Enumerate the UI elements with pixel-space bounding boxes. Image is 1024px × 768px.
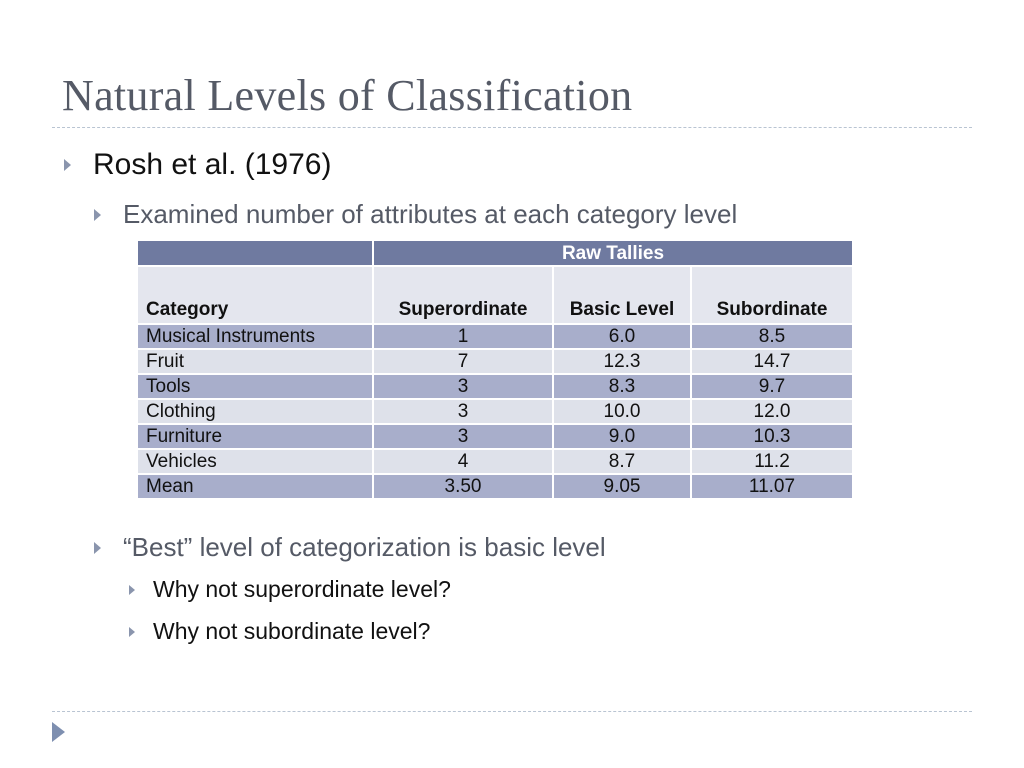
raw-tallies-table bbox=[136, 239, 854, 500]
table-row bbox=[137, 449, 853, 474]
table-cell: 14.7 bbox=[691, 349, 853, 374]
header-basic-level: Basic Level bbox=[553, 266, 691, 324]
bullet-level3-subordinate bbox=[129, 618, 430, 645]
table-cell: 4 bbox=[373, 449, 553, 474]
table-row bbox=[137, 374, 853, 399]
bullet-text: Why not subordinate level? bbox=[153, 618, 431, 644]
table-cell: 11.07 bbox=[691, 474, 853, 499]
next-slide-icon[interactable] bbox=[52, 722, 65, 742]
table-row bbox=[137, 424, 853, 449]
bullet-level1 bbox=[64, 148, 331, 182]
triangle-right-icon bbox=[129, 627, 135, 637]
table-cell: 8.5 bbox=[691, 324, 853, 349]
table-cell: 12.0 bbox=[691, 399, 853, 424]
footer-divider bbox=[52, 711, 972, 712]
header-category: Category bbox=[137, 266, 373, 324]
bullet-text: Rosh et al. (1976) bbox=[93, 148, 332, 181]
table-cell: 11.2 bbox=[691, 449, 853, 474]
bullet-text: Why not superordinate level? bbox=[153, 576, 451, 602]
table-cell: Tools bbox=[137, 374, 373, 399]
table-cell: 12.3 bbox=[553, 349, 691, 374]
table-cell: 9.0 bbox=[553, 424, 691, 449]
table-cell: 3 bbox=[373, 374, 553, 399]
bullet-level3-superordinate bbox=[129, 576, 451, 603]
triangle-right-icon bbox=[94, 209, 101, 221]
table-cell: 9.7 bbox=[691, 374, 853, 399]
bullet-level2-examined bbox=[94, 199, 737, 230]
table-cell: 10.3 bbox=[691, 424, 853, 449]
triangle-right-icon bbox=[129, 585, 135, 595]
table-cell: Furniture bbox=[137, 424, 373, 449]
table-cell: 3 bbox=[373, 424, 553, 449]
bullet-text: “Best” level of categorization is basic level bbox=[123, 532, 606, 562]
table-cell: 7 bbox=[373, 349, 553, 374]
raw-tallies-header: Raw Tallies bbox=[373, 240, 853, 266]
bullet-text: Examined number of attributes at each category level bbox=[123, 199, 738, 229]
table-cell: 3.50 bbox=[373, 474, 553, 499]
bullet-level2-best-level bbox=[94, 532, 606, 563]
triangle-right-icon bbox=[94, 542, 101, 554]
table-cell: Vehicles bbox=[137, 449, 373, 474]
table-cell: 6.0 bbox=[553, 324, 691, 349]
table-cell: 8.7 bbox=[553, 449, 691, 474]
table-row-mean bbox=[137, 474, 853, 499]
slide-title: Natural Levels of Classification bbox=[62, 71, 633, 120]
table-header-row bbox=[137, 266, 853, 324]
table-row bbox=[137, 324, 853, 349]
table-row bbox=[137, 399, 853, 424]
table-cell: Clothing bbox=[137, 399, 373, 424]
table-cell: 9.05 bbox=[553, 474, 691, 499]
table-cell: Mean bbox=[137, 474, 373, 499]
header-subordinate: Subordinate bbox=[691, 266, 853, 324]
table-banner-row bbox=[137, 240, 853, 266]
table-cell: 8.3 bbox=[553, 374, 691, 399]
banner-empty-cell bbox=[137, 240, 373, 266]
table-cell: Musical Instruments bbox=[137, 324, 373, 349]
table-cell: 1 bbox=[373, 324, 553, 349]
table-cell: 3 bbox=[373, 399, 553, 424]
table-cell: Fruit bbox=[137, 349, 373, 374]
table-row bbox=[137, 349, 853, 374]
title-divider bbox=[52, 127, 972, 128]
table-cell: 10.0 bbox=[553, 399, 691, 424]
header-superordinate: Superordinate bbox=[373, 266, 553, 324]
triangle-right-icon bbox=[64, 159, 71, 171]
